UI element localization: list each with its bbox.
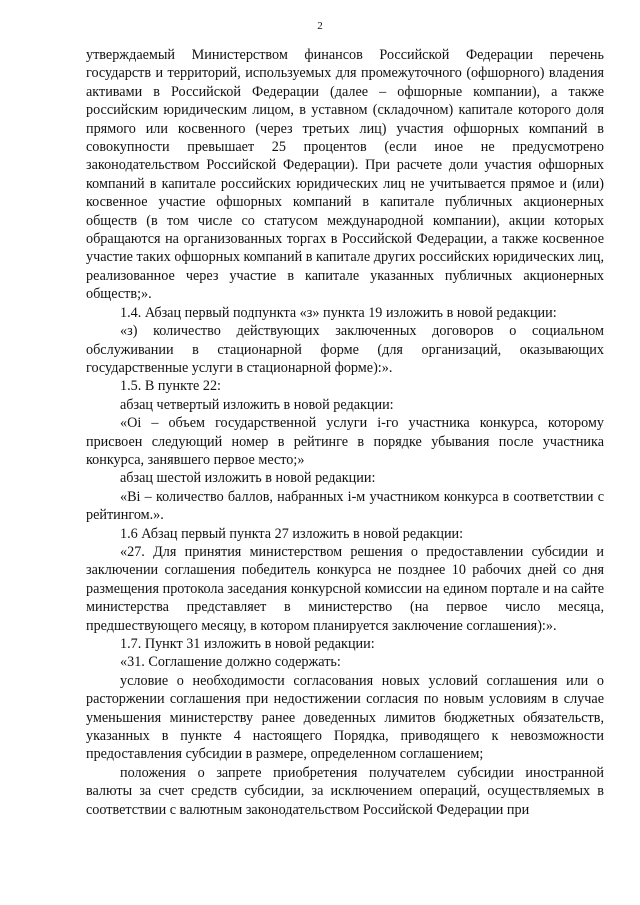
paragraph-offshore-definition: утверждаемый Министерством финансов Российской Федерации перечень государств и территорий, используемых для промежуточного (офшорного) владения активами в Российской Федерации (далее – офшорные компании), а также российским юридическим лицом, в уставном (складочном) капитале которого доля прямого или косвенного (через третьих лиц) участия офшорных компаний в совокупности превышает 25 процентов (если иное не предусмотрено законодательством Российской Федерации). При расчете доли участия офшорных компаний в капитале российских юридических лиц не учитывается прямое и (или) косвенное участие офшорных компаний в капитале публичных акционерных обществ (в том числе со статусом международной компании), акции которых обращаются на организованных торгах в Российской Федерации, а также косвенное участие таких офшорных компаний в капитале других российских юридических лиц, реализованное через участие в капитале указанных публичных акционерных обществ;». (86, 47, 604, 303)
paragraph-sixth-abzac: абзац шестой изложить в новой редакции: (120, 470, 376, 487)
paragraph-1-5: 1.5. В пункте 22: (120, 378, 221, 395)
paragraph-point-31: «31. Соглашение должно содержать: (120, 654, 341, 671)
document-body (86, 46, 604, 819)
paragraph-subparagraph-z: «з) количество действующих заключенных договоров о социальном обслуживании в стационарной форме (для организаций, оказывающих государственные услуги в стационарной форме):». (86, 323, 604, 376)
paragraph-1-7: 1.7. Пункт 31 изложить в новой редакции: (120, 636, 375, 652)
paragraph-oi-definition: «Oi – объем государственной услуги i-го участника конкурса, которому присвоен следующий номер в рейтинге в порядке убывания после участника конкурса, занявшего первое место;» (86, 415, 604, 468)
paragraph-1-6: 1.6 Абзац первый пункта 27 изложить в новой редакции: (120, 525, 464, 542)
paragraph-point-27: «27. Для принятия министерством решения о предоставлении субсидии и заключении соглашения победитель конкурса не позднее 10 рабочих дней со дня размещения протокола заседания конкурсной комиссии на едином портале и на сайте министерства представляет в министерство (на первое число месяца, предшествующего месяцу, в котором планируется заключение соглашения):». (86, 543, 604, 634)
paragraph-fourth-abzac: абзац четвертый изложить в новой редакции: (120, 396, 394, 413)
paragraph-bi-definition: «Bi – количество баллов, набранных i-м участником конкурса в соответствии с рейтингом.». (86, 488, 604, 524)
paragraph-currency-prohibition: положения о запрете приобретения получателем субсидии иностранной валюты за счет средств субсидии, за исключением операций, осуществляемых в соответствии с валютным законодательством Российской Федерации при (86, 764, 604, 818)
page-number: 2 (317, 20, 323, 32)
paragraph-1-4: 1.4. Абзац первый подпункта «з» пункта 19 изложить в новой редакции: (120, 304, 557, 321)
paragraph-agreement-condition: условие о необходимости согласования новых условий соглашения или о расторжении соглашения при недостижении согласия по новым условиям в случае уменьшения министерству ранее доведенных лимитов бюджетных обязательств, указанных в пункте 4 настоящего Порядка, приводящего к невозможности предоставления субсидии в размере, определенном соглашением; (86, 672, 604, 763)
